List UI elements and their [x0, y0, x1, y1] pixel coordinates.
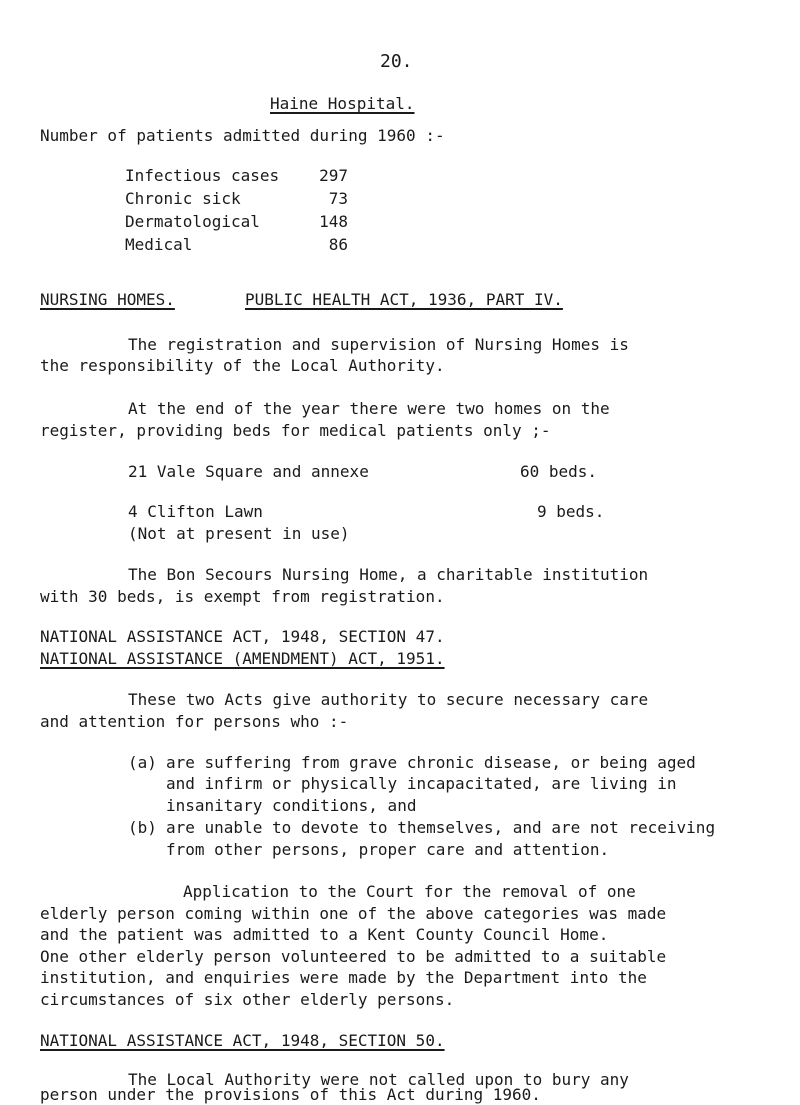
paragraph-line: The Bon Secours Nursing Home, a charitable institution	[128, 565, 649, 584]
nursing-home-beds: 60 beds.	[520, 462, 598, 481]
paragraph-line: and the patient was admitted to a Kent County Council Home.	[40, 925, 609, 944]
paragraph-line: register, providing beds for medical patients only ;-	[40, 421, 551, 440]
admissions-value: 297	[319, 166, 348, 185]
list-item-line: from other persons, proper care and attention.	[166, 840, 610, 859]
hospital-heading: Haine Hospital.	[270, 94, 415, 113]
paragraph-line: The Local Authority were not called upon to bury any	[128, 1070, 629, 1089]
paragraph-line: person under the provisions of this Act during 1960.	[40, 1085, 541, 1104]
paragraph-line: with 30 beds, is exempt from registration.	[40, 587, 445, 606]
paragraph-line: These two Acts give authority to secure necessary care	[128, 690, 649, 709]
list-marker: (a)	[128, 753, 157, 772]
admissions-label: Chronic sick	[125, 189, 241, 208]
nursing-heading: NURSING HOMES.	[40, 290, 175, 309]
assistance-heading: NATIONAL ASSISTANCE ACT, 1948, SECTION 47.	[40, 627, 445, 646]
list-item-line: insanitary conditions, and	[166, 796, 417, 815]
paragraph-line: the responsibility of the Local Authority.	[40, 356, 445, 375]
admissions-value: 148	[319, 212, 348, 231]
admissions-label: Infectious cases	[125, 166, 280, 185]
public-health-act-heading: PUBLIC HEALTH ACT, 1936, PART IV.	[245, 290, 563, 309]
admissions-label: Medical	[125, 235, 193, 254]
paragraph-line: and attention for persons who :-	[40, 712, 349, 731]
nursing-home-beds: 9 beds.	[537, 502, 605, 521]
admissions-label: Dermatological	[125, 212, 260, 231]
amendment-heading: NATIONAL ASSISTANCE (AMENDMENT) ACT, 1951.	[40, 649, 445, 668]
hospital-intro: Number of patients admitted during 1960 :-	[40, 126, 445, 145]
paragraph-line: One other elderly person volunteered to be admitted to a suitable	[40, 947, 667, 966]
list-marker: (b)	[128, 818, 157, 837]
paragraph-line: The registration and supervision of Nursing Homes is	[128, 335, 629, 354]
list-item-line: and infirm or physically incapacitated, are living in	[166, 774, 677, 793]
paragraph-line: institution, and enquiries were made by the Department into the	[40, 968, 647, 987]
nursing-home-note: (Not at present in use)	[128, 524, 350, 543]
list-item-line: are suffering from grave chronic disease, or being aged	[166, 753, 696, 772]
admissions-value: 86	[328, 235, 348, 254]
nursing-home-name: 4 Clifton Lawn	[128, 502, 263, 521]
paragraph-line: Application to the Court for the removal of one	[183, 882, 636, 901]
section-50-heading: NATIONAL ASSISTANCE ACT, 1948, SECTION 50.	[40, 1031, 445, 1050]
paragraph-line: elderly person coming within one of the above categories was made	[40, 904, 667, 923]
paragraph-line: At the end of the year there were two homes on the	[128, 399, 610, 418]
paragraph-line: circumstances of six other elderly persons.	[40, 990, 455, 1009]
page-number: 20.	[380, 51, 413, 72]
list-item-line: are unable to devote to themselves, and are not receiving	[166, 818, 716, 837]
nursing-home-name: 21 Vale Square and annexe	[128, 462, 369, 481]
admissions-value: 73	[328, 189, 348, 208]
